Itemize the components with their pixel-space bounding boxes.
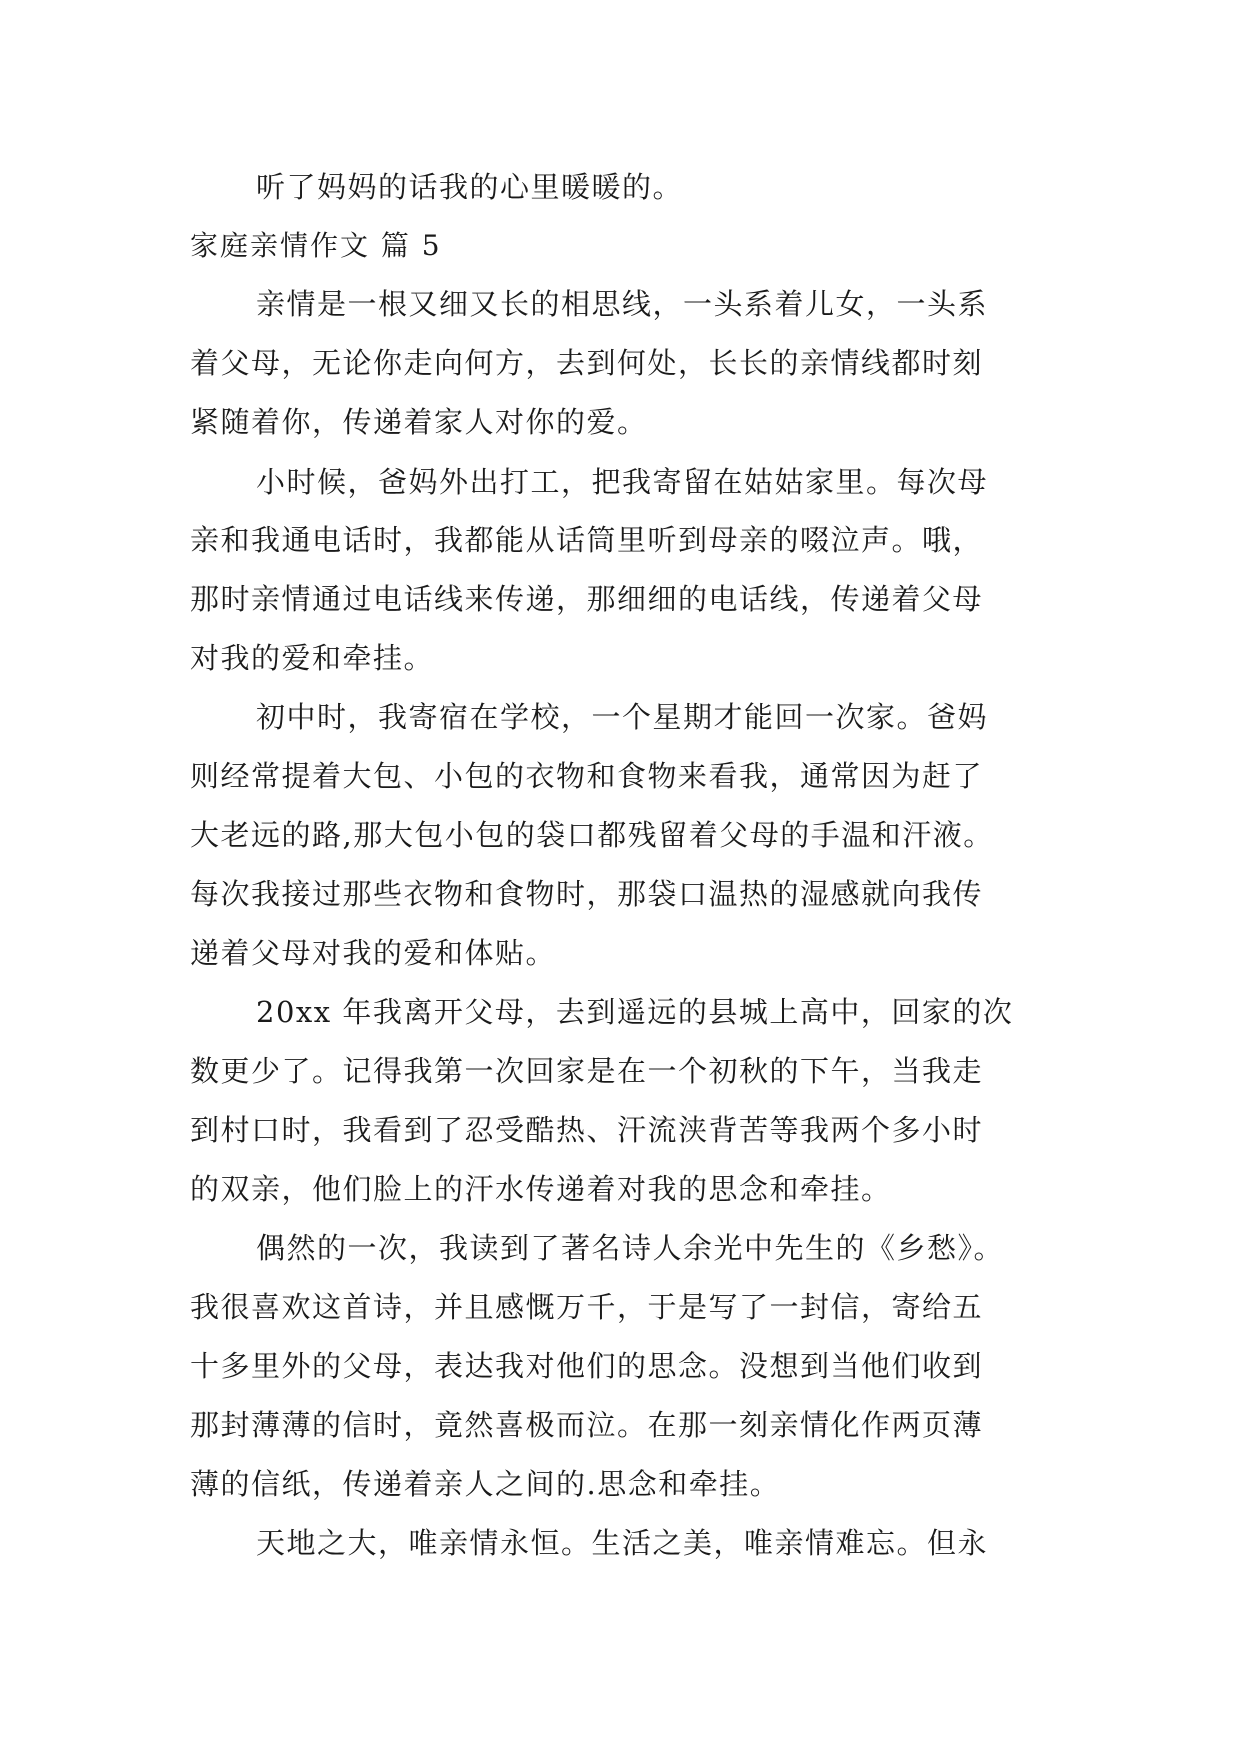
paragraph-line: 的双亲，他们脸上的汗水传递着对我的思念和牵挂。 (190, 1172, 892, 1206)
paragraph-line: 到村口时，我看到了忍受酷热、汗流浃背苦等我两个多小时 (190, 1113, 984, 1147)
paragraph-line: 数更少了。记得我第一次回家是在一个初秋的下午，当我走 (190, 1054, 984, 1088)
paragraph-line: 听了妈妈的话我的心里暖暖的。 (256, 170, 684, 204)
paragraph-line: 则经常提着大包、小包的衣物和食物来看我，通常因为赶了 (190, 759, 984, 793)
paragraph-line: 薄的信纸，传递着亲人之间的.思念和牵挂。 (190, 1467, 781, 1501)
paragraph-line: 亲情是一根又细又长的相思线，一头系着儿女，一头系 (256, 287, 989, 321)
paragraph-line: 小时候，爸妈外出打工，把我寄留在姑姑家里。每次母 (256, 465, 989, 499)
paragraph-line: 着父母，无论你走向何方，去到何处，长长的亲情线都时刻 (190, 346, 984, 380)
paragraph-line: 20xx 年我离开父母，去到遥远的县城上高中，回家的次 (256, 995, 1014, 1029)
paragraph-line: 偶然的一次，我读到了著名诗人余光中先生的《乡愁》。 (256, 1231, 1005, 1265)
paragraph-line: 紧随着你，传递着家人对你的爱。 (190, 405, 648, 439)
paragraph-line: 十多里外的父母，表达我对他们的思念。没想到当他们收到 (190, 1349, 984, 1383)
section-heading: 家庭亲情作文 篇 5 (190, 229, 442, 262)
paragraph-line: 大老远的路,那大包小包的袋口都残留着父母的手温和汗液。 (190, 818, 994, 852)
paragraph-line: 亲和我通电话时，我都能从话筒里听到母亲的啜泣声。哦， (190, 523, 984, 557)
paragraph-line: 我很喜欢这首诗，并且感慨万千，于是写了一封信，寄给五 (190, 1290, 984, 1324)
paragraph-line: 对我的爱和牵挂。 (190, 641, 435, 675)
paragraph-line: 那封薄薄的信时，竟然喜极而泣。在那一刻亲情化作两页薄 (190, 1408, 984, 1442)
paragraph-line: 递着父母对我的爱和体贴。 (190, 936, 557, 970)
paragraph-line: 那时亲情通过电话线来传递，那细细的电话线，传递着父母 (190, 582, 984, 616)
paragraph-line: 每次我接过那些衣物和食物时，那袋口温热的湿感就向我传 (190, 877, 984, 911)
paragraph-line: 天地之大，唯亲情永恒。生活之美，唯亲情难忘。但永 (256, 1526, 989, 1560)
paragraph-line: 初中时，我寄宿在学校，一个星期才能回一次家。爸妈 (256, 700, 989, 734)
